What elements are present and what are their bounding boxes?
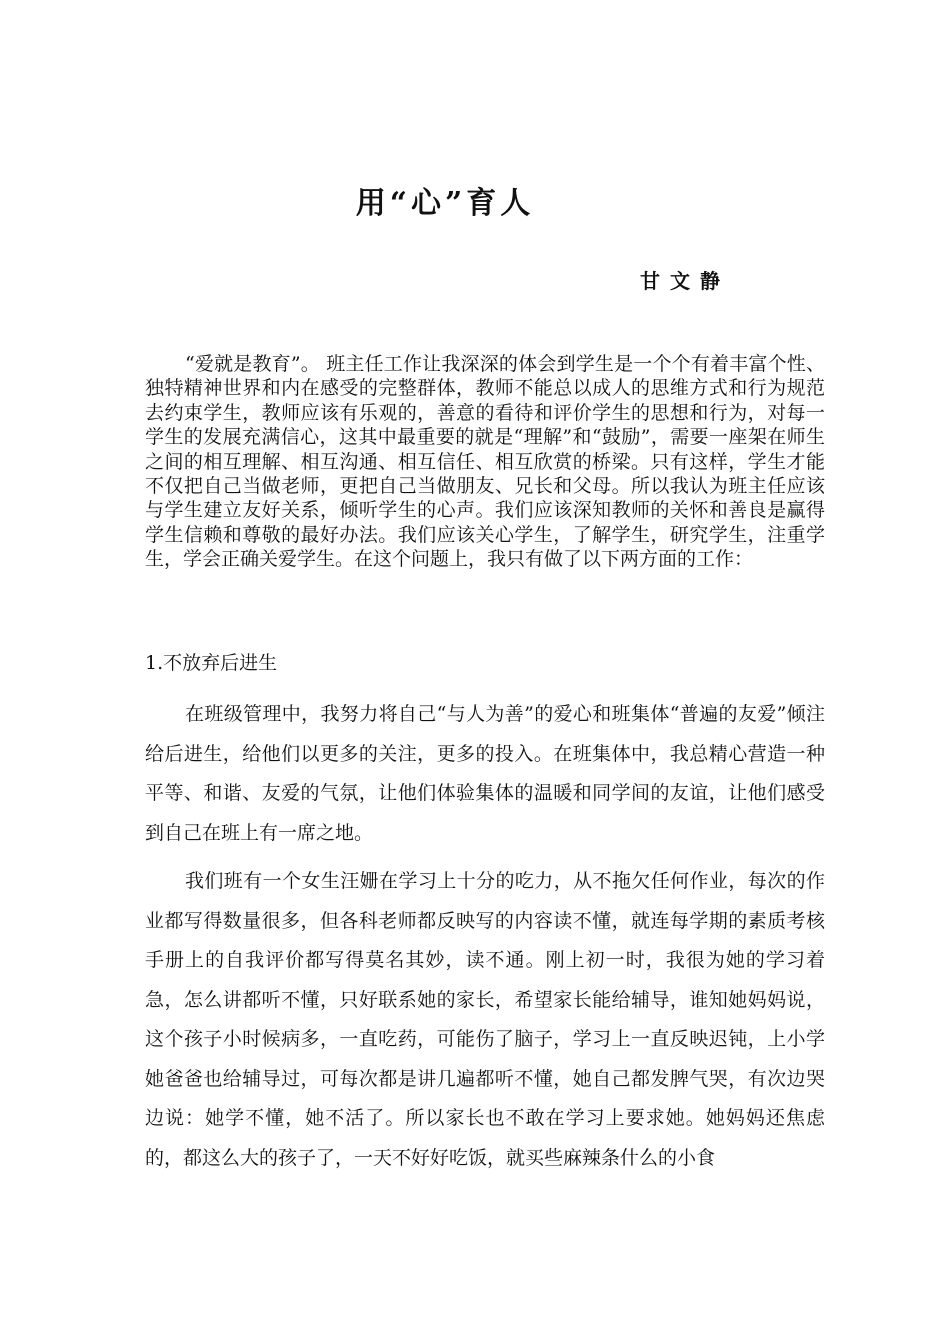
author-name: 甘文静 <box>640 269 730 293</box>
paragraph-class-management: 在班级管理中，我努力将自己“与人为善”的爱心和班集体“普遍的友爱”倾注给后进生，给他们以更多的关注，更多的投入。在班集体中，我总精心营造一种平等、和谐、友爱的气氛，让他们体验集体的温暖和同学间的友谊，让他们感受到自己在班上有一席之地。 <box>145 703 825 844</box>
paragraph-intro: “爱就是教育”。 班主任工作让我深深的体会到学生是一个个有着丰富个性、独特精神世界和内在感受的完整群体，教师不能总以成人的思维方式和行为规范去约束学生，教师应该有乐观的，善意的看待和评价学生的思想和行为，对每一学生的发展充满信心，这其中最重要的就是“理解”和“鼓励”，需要一座架在师生之间的相互理解、相互沟通、相互信任、相互欣赏的桥梁。只有这样，学生才能不仅把自己当做老师，更把自己当做朋友、兄长和父母。所以我认为班主任应该与学生建立友好关系，倾听学生的心声。我们应该深知教师的关怀和善良是赢得学生信赖和尊敬的最好办法。我们应该关心学生，了解学生，研究学生，注重学生，学会正确关爱学生。在这个问题上，我只有做了以下两方面的工作： <box>145 353 825 571</box>
document-title: 用“心”育人 <box>355 186 535 221</box>
paragraph-student-example: 我们班有一个女生汪姗在学习上十分的吃力，从不拖欠任何作业，每次的作业都写得数量很多，但各科老师都反映写的内容读不懂，就连每学期的素质考核手册上的自我评价都写得莫名其妙，读不通。刚上初一时，我很为她的学习着急，怎么讲都听不懂，只好联系她的家长，希望家长能给辅导，谁知她妈妈说，这个孩子小时候病多，一直吃药，可能伤了脑子，学习上一直反映迟钝，上小学她爸爸也给辅导过，可每次都是讲几遍都听不懂，她自己都发脾气哭，有次边哭边说：她学不懂，她不活了。所以家长也不敢在学习上要求她。她妈妈还焦虑的，都这么大的孩子了，一天不好好吃饭，就买些麻辣条什么的小食 <box>145 870 825 1169</box>
section-heading: 1.不放弃后进生 <box>145 652 278 674</box>
